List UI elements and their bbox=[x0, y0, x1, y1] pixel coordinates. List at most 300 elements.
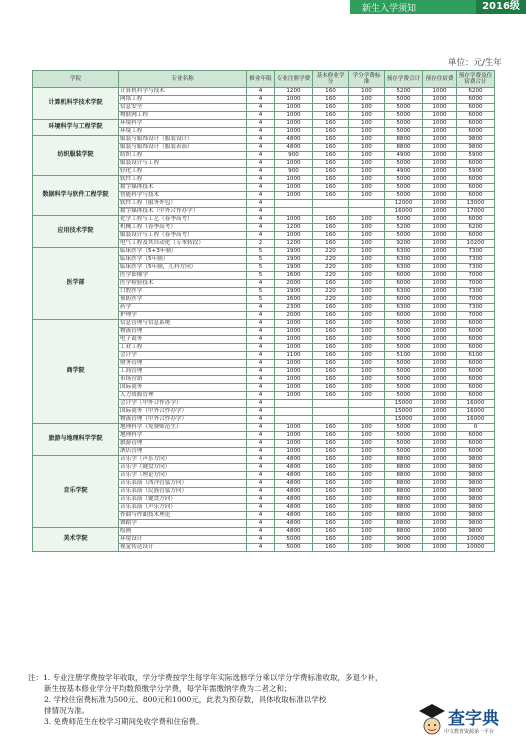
value-cell: 4800 bbox=[275, 496, 313, 504]
value-cell: 4 bbox=[247, 536, 275, 544]
college-cell: 旅游与地理科学学院 bbox=[33, 424, 119, 456]
value-cell: 100 bbox=[349, 256, 385, 264]
value-cell: 4 bbox=[247, 208, 275, 216]
table-body bbox=[33, 88, 495, 552]
major-cell: 轻化工程 bbox=[119, 168, 247, 176]
value-cell: 6000 bbox=[457, 128, 495, 136]
header-cell: 专业名称 bbox=[119, 71, 247, 88]
value-cell: 8800 bbox=[385, 464, 423, 472]
value-cell: 7300 bbox=[457, 248, 495, 256]
value-cell bbox=[349, 200, 385, 208]
value-cell: 160 bbox=[313, 160, 349, 168]
value-cell: 4 bbox=[247, 480, 275, 488]
value-cell: 6000 bbox=[457, 96, 495, 104]
major-cell: 电气工程及其自动化（专本转段） bbox=[119, 240, 247, 248]
value-cell: 4 bbox=[247, 392, 275, 400]
value-cell: 0 bbox=[457, 424, 495, 432]
value-cell: 1000 bbox=[423, 320, 457, 328]
value-cell: 10000 bbox=[457, 536, 495, 544]
value-cell: 4 bbox=[247, 216, 275, 224]
value-cell: 220 bbox=[313, 248, 349, 256]
value-cell: 7000 bbox=[457, 312, 495, 320]
major-cell: 计算机科学与技术 bbox=[119, 88, 247, 96]
major-cell: 机械工程（春季高考） bbox=[119, 224, 247, 232]
value-cell: 5000 bbox=[385, 440, 423, 448]
value-cell: 4 bbox=[247, 488, 275, 496]
value-cell: 160 bbox=[313, 104, 349, 112]
value-cell: 1000 bbox=[423, 496, 457, 504]
value-cell: 6000 bbox=[457, 336, 495, 344]
value-cell: 1000 bbox=[275, 216, 313, 224]
value-cell: 9800 bbox=[457, 136, 495, 144]
value-cell: 100 bbox=[349, 192, 385, 200]
value-cell: 7300 bbox=[457, 288, 495, 296]
note-line: 3. 免费师范生在校学习期间免收学费和住宿费。 bbox=[44, 717, 204, 726]
major-cell: 软件工程 bbox=[119, 176, 247, 184]
value-cell: 6000 bbox=[457, 216, 495, 224]
value-cell: 9000 bbox=[385, 544, 423, 552]
value-cell: 1100 bbox=[275, 352, 313, 360]
value-cell: 9800 bbox=[457, 488, 495, 496]
value-cell: 100 bbox=[349, 496, 385, 504]
value-cell: 1000 bbox=[275, 440, 313, 448]
value-cell: 1000 bbox=[423, 528, 457, 536]
value-cell: 4 bbox=[247, 496, 275, 504]
value-cell: 1000 bbox=[423, 144, 457, 152]
value-cell: 4 bbox=[247, 448, 275, 456]
value-cell: 1000 bbox=[423, 440, 457, 448]
value-cell: 6300 bbox=[385, 248, 423, 256]
value-cell: 1000 bbox=[275, 184, 313, 192]
value-cell: 6000 bbox=[457, 232, 495, 240]
value-cell: 5000 bbox=[385, 448, 423, 456]
value-cell: 1000 bbox=[423, 272, 457, 280]
college-cell: 美术学院 bbox=[33, 528, 119, 552]
value-cell: 5 bbox=[247, 256, 275, 264]
value-cell: 160 bbox=[313, 432, 349, 440]
major-cell: 口腔医学 bbox=[119, 288, 247, 296]
value-cell: 1000 bbox=[423, 224, 457, 232]
value-cell: 5200 bbox=[385, 224, 423, 232]
value-cell: 1000 bbox=[423, 232, 457, 240]
value-cell: 100 bbox=[349, 104, 385, 112]
value-cell: 5000 bbox=[385, 128, 423, 136]
value-cell: 4 bbox=[247, 464, 275, 472]
value-cell: 100 bbox=[349, 384, 385, 392]
table-row bbox=[33, 176, 495, 184]
value-cell: 9800 bbox=[457, 144, 495, 152]
value-cell: 1600 bbox=[275, 272, 313, 280]
value-cell: 6000 bbox=[457, 192, 495, 200]
value-cell: 4 bbox=[247, 432, 275, 440]
table-row bbox=[33, 120, 495, 128]
value-cell: 9800 bbox=[457, 456, 495, 464]
value-cell: 4800 bbox=[275, 472, 313, 480]
value-cell: 6000 bbox=[457, 344, 495, 352]
value-cell: 8800 bbox=[385, 488, 423, 496]
value-cell: 9800 bbox=[457, 464, 495, 472]
value-cell: 100 bbox=[349, 464, 385, 472]
table-header-row bbox=[33, 71, 495, 88]
value-cell: 900 bbox=[275, 152, 313, 160]
value-cell: 10200 bbox=[457, 240, 495, 248]
value-cell: 1000 bbox=[423, 424, 457, 432]
value-cell: 5900 bbox=[457, 152, 495, 160]
value-cell: 1000 bbox=[423, 104, 457, 112]
value-cell: 1000 bbox=[275, 96, 313, 104]
value-cell: 1000 bbox=[423, 480, 457, 488]
note-line: 排情况为准。 bbox=[44, 706, 89, 715]
header-cell: 学院 bbox=[33, 71, 119, 88]
value-cell: 100 bbox=[349, 184, 385, 192]
value-cell: 1000 bbox=[275, 320, 313, 328]
value-cell bbox=[349, 416, 385, 424]
value-cell: 160 bbox=[313, 112, 349, 120]
major-cell: 旅游管理 bbox=[119, 440, 247, 448]
value-cell: 1000 bbox=[423, 296, 457, 304]
value-cell: 1000 bbox=[423, 264, 457, 272]
value-cell: 5000 bbox=[385, 432, 423, 440]
value-cell: 1900 bbox=[275, 256, 313, 264]
value-cell: 160 bbox=[313, 376, 349, 384]
value-cell: 1000 bbox=[423, 408, 457, 416]
fee-table-wrap bbox=[32, 70, 494, 552]
value-cell: 4 bbox=[247, 304, 275, 312]
value-cell: 160 bbox=[313, 168, 349, 176]
value-cell: 100 bbox=[349, 376, 385, 384]
value-cell: 1000 bbox=[423, 328, 457, 336]
value-cell: 1000 bbox=[423, 216, 457, 224]
value-cell: 1000 bbox=[423, 400, 457, 408]
note-line: 2. 学校住宿费标准为500元、800元和1000元，此表为预存数，具体收取标准以学校 bbox=[44, 695, 327, 704]
value-cell: 100 bbox=[349, 536, 385, 544]
major-cell: 纺织工程 bbox=[119, 152, 247, 160]
value-cell bbox=[275, 208, 313, 216]
major-cell: 物联网工程 bbox=[119, 112, 247, 120]
value-cell: 15000 bbox=[385, 416, 423, 424]
value-cell: 100 bbox=[349, 240, 385, 248]
major-cell: 医学检验技术 bbox=[119, 280, 247, 288]
value-cell: 6000 bbox=[457, 368, 495, 376]
value-cell: 7300 bbox=[457, 304, 495, 312]
value-cell: 1000 bbox=[423, 344, 457, 352]
value-cell: 6000 bbox=[457, 360, 495, 368]
graduate-cap-icon bbox=[418, 702, 446, 738]
value-cell: 17000 bbox=[457, 208, 495, 216]
value-cell bbox=[275, 200, 313, 208]
college-cell: 音乐学院 bbox=[33, 456, 119, 528]
major-cell: 会计学 bbox=[119, 352, 247, 360]
value-cell: 100 bbox=[349, 472, 385, 480]
value-cell: 1000 bbox=[423, 120, 457, 128]
value-cell: 100 bbox=[349, 152, 385, 160]
major-cell: 服装与服饰设计（服装设计） bbox=[119, 136, 247, 144]
value-cell: 6000 bbox=[385, 296, 423, 304]
value-cell: 4 bbox=[247, 128, 275, 136]
value-cell: 4800 bbox=[275, 480, 313, 488]
value-cell: 220 bbox=[313, 296, 349, 304]
value-cell: 100 bbox=[349, 368, 385, 376]
value-cell: 1000 bbox=[275, 368, 313, 376]
value-cell: 4 bbox=[247, 136, 275, 144]
value-cell: 100 bbox=[349, 392, 385, 400]
value-cell: 4 bbox=[247, 344, 275, 352]
banner-title: 新生入学须知 bbox=[362, 4, 417, 14]
value-cell: 8800 bbox=[385, 496, 423, 504]
value-cell: 100 bbox=[349, 480, 385, 488]
value-cell: 1000 bbox=[275, 104, 313, 112]
value-cell: 160 bbox=[313, 232, 349, 240]
major-cell: 音乐表演（声乐方向） bbox=[119, 504, 247, 512]
value-cell: 100 bbox=[349, 344, 385, 352]
value-cell: 160 bbox=[313, 96, 349, 104]
value-cell bbox=[275, 416, 313, 424]
college-cell: 纺织服装学院 bbox=[33, 136, 119, 176]
value-cell: 160 bbox=[313, 152, 349, 160]
value-cell: 160 bbox=[313, 328, 349, 336]
value-cell: 5000 bbox=[385, 232, 423, 240]
value-cell: 4 bbox=[247, 312, 275, 320]
college-cell: 环境科学与工程学院 bbox=[33, 120, 119, 136]
major-cell: 信息安全 bbox=[119, 104, 247, 112]
value-cell: 4 bbox=[247, 280, 275, 288]
value-cell: 160 bbox=[313, 320, 349, 328]
major-cell: 作曲与作曲技术理论 bbox=[119, 512, 247, 520]
value-cell: 4 bbox=[247, 168, 275, 176]
value-cell: 9800 bbox=[457, 512, 495, 520]
value-cell: 5000 bbox=[385, 176, 423, 184]
major-cell: 地理科学（免费师范生） bbox=[119, 424, 247, 432]
value-cell: 16000 bbox=[385, 208, 423, 216]
value-cell: 8800 bbox=[385, 472, 423, 480]
value-cell: 160 bbox=[313, 544, 349, 552]
value-cell: 1000 bbox=[423, 240, 457, 248]
table-row bbox=[33, 528, 495, 536]
value-cell: 1000 bbox=[275, 128, 313, 136]
value-cell: 4 bbox=[247, 328, 275, 336]
value-cell: 1000 bbox=[275, 376, 313, 384]
value-cell: 1000 bbox=[275, 424, 313, 432]
major-cell: 舞蹈学 bbox=[119, 520, 247, 528]
value-cell: 1000 bbox=[423, 128, 457, 136]
value-cell: 1000 bbox=[423, 176, 457, 184]
value-cell: 15000 bbox=[385, 408, 423, 416]
value-cell: 1000 bbox=[275, 392, 313, 400]
value-cell: 100 bbox=[349, 96, 385, 104]
major-cell: 智能科学与技术 bbox=[119, 192, 247, 200]
value-cell: 6000 bbox=[457, 440, 495, 448]
value-cell: 5000 bbox=[275, 536, 313, 544]
value-cell: 4800 bbox=[275, 144, 313, 152]
value-cell: 100 bbox=[349, 280, 385, 288]
value-cell: 4 bbox=[247, 352, 275, 360]
value-cell: 4 bbox=[247, 336, 275, 344]
value-cell: 160 bbox=[313, 120, 349, 128]
header-cell: 预存学费及住宿费合计 bbox=[457, 71, 495, 88]
value-cell: 4 bbox=[247, 520, 275, 528]
value-cell: 100 bbox=[349, 168, 385, 176]
value-cell: 15000 bbox=[385, 400, 423, 408]
note-line: 新生按基本修业学分平均数预缴学分学费，每学年需缴纳学费为二者之和； bbox=[44, 684, 292, 693]
value-cell: 1000 bbox=[423, 352, 457, 360]
value-cell bbox=[349, 400, 385, 408]
value-cell: 5000 bbox=[385, 392, 423, 400]
table-row bbox=[33, 424, 495, 432]
value-cell: 1000 bbox=[275, 112, 313, 120]
major-cell: 环境设计 bbox=[119, 536, 247, 544]
value-cell: 100 bbox=[349, 520, 385, 528]
value-cell: 6300 bbox=[385, 264, 423, 272]
value-cell: 1000 bbox=[275, 336, 313, 344]
value-cell: 160 bbox=[313, 392, 349, 400]
value-cell: 160 bbox=[313, 216, 349, 224]
value-cell: 1000 bbox=[423, 280, 457, 288]
value-cell: 5000 bbox=[385, 96, 423, 104]
college-cell: 医学部 bbox=[33, 248, 119, 320]
value-cell: 5 bbox=[247, 272, 275, 280]
value-cell: 160 bbox=[313, 496, 349, 504]
major-cell: 电子商务 bbox=[119, 336, 247, 344]
value-cell: 4 bbox=[247, 176, 275, 184]
value-cell: 8800 bbox=[385, 456, 423, 464]
value-cell: 100 bbox=[349, 304, 385, 312]
value-cell: 4 bbox=[247, 160, 275, 168]
table-row bbox=[33, 88, 495, 96]
value-cell: 4 bbox=[247, 408, 275, 416]
value-cell: 160 bbox=[313, 128, 349, 136]
value-cell: 8800 bbox=[385, 136, 423, 144]
major-cell: 人力资源管理 bbox=[119, 392, 247, 400]
value-cell: 1000 bbox=[423, 448, 457, 456]
major-cell: 物流管理（中外合作办学） bbox=[119, 416, 247, 424]
major-cell: 酒店管理 bbox=[119, 448, 247, 456]
value-cell: 1000 bbox=[423, 312, 457, 320]
value-cell: 1900 bbox=[275, 248, 313, 256]
value-cell bbox=[313, 416, 349, 424]
value-cell: 5000 bbox=[385, 120, 423, 128]
value-cell: 4800 bbox=[275, 464, 313, 472]
value-cell: 12000 bbox=[385, 200, 423, 208]
value-cell: 5 bbox=[247, 248, 275, 256]
value-cell: 6300 bbox=[385, 256, 423, 264]
value-cell: 1000 bbox=[423, 336, 457, 344]
value-cell: 9800 bbox=[457, 528, 495, 536]
value-cell: 100 bbox=[349, 232, 385, 240]
value-cell: 2000 bbox=[275, 280, 313, 288]
value-cell: 1000 bbox=[275, 328, 313, 336]
value-cell: 100 bbox=[349, 504, 385, 512]
value-cell: 10000 bbox=[457, 544, 495, 552]
value-cell: 160 bbox=[313, 304, 349, 312]
value-cell: 5000 bbox=[385, 216, 423, 224]
value-cell bbox=[313, 400, 349, 408]
value-cell: 900 bbox=[275, 168, 313, 176]
value-cell: 5000 bbox=[385, 104, 423, 112]
value-cell: 9800 bbox=[457, 504, 495, 512]
value-cell: 1200 bbox=[275, 240, 313, 248]
value-cell: 4 bbox=[247, 456, 275, 464]
value-cell: 5000 bbox=[385, 160, 423, 168]
value-cell: 5000 bbox=[385, 384, 423, 392]
value-cell: 9800 bbox=[457, 472, 495, 480]
value-cell: 6000 bbox=[385, 312, 423, 320]
value-cell: 160 bbox=[313, 448, 349, 456]
value-cell: 100 bbox=[349, 328, 385, 336]
value-cell: 1000 bbox=[275, 432, 313, 440]
value-cell: 100 bbox=[349, 248, 385, 256]
value-cell: 4800 bbox=[275, 528, 313, 536]
value-cell: 1000 bbox=[423, 544, 457, 552]
value-cell: 160 bbox=[313, 384, 349, 392]
value-cell: 2 bbox=[247, 240, 275, 248]
value-cell: 160 bbox=[313, 472, 349, 480]
value-cell: 2300 bbox=[275, 304, 313, 312]
major-cell: 服装与服饰设计（服装表演） bbox=[119, 144, 247, 152]
value-cell: 100 bbox=[349, 224, 385, 232]
major-cell: 音乐学（键盘方向） bbox=[119, 464, 247, 472]
major-cell: 音乐学（理论方向） bbox=[119, 472, 247, 480]
value-cell: 4800 bbox=[275, 512, 313, 520]
value-cell bbox=[313, 408, 349, 416]
value-cell: 6000 bbox=[385, 272, 423, 280]
banner-year: 2016级 bbox=[476, 0, 526, 14]
major-cell: 药学 bbox=[119, 304, 247, 312]
value-cell: 16000 bbox=[457, 400, 495, 408]
value-cell: 4 bbox=[247, 232, 275, 240]
value-cell: 160 bbox=[313, 440, 349, 448]
value-cell: 6000 bbox=[457, 376, 495, 384]
value-cell: 100 bbox=[349, 312, 385, 320]
value-cell bbox=[349, 208, 385, 216]
value-cell: 7000 bbox=[457, 296, 495, 304]
value-cell: 8800 bbox=[385, 504, 423, 512]
value-cell: 1000 bbox=[423, 376, 457, 384]
value-cell: 4 bbox=[247, 96, 275, 104]
top-banner bbox=[350, 0, 526, 14]
value-cell: 100 bbox=[349, 136, 385, 144]
value-cell: 6000 bbox=[457, 384, 495, 392]
value-cell bbox=[275, 408, 313, 416]
value-cell: 160 bbox=[313, 464, 349, 472]
major-cell: 网络工程 bbox=[119, 96, 247, 104]
value-cell: 160 bbox=[313, 536, 349, 544]
watermark-title: 查字典 bbox=[448, 709, 499, 729]
value-cell: 1000 bbox=[275, 384, 313, 392]
value-cell: 100 bbox=[349, 336, 385, 344]
watermark-subtitle: 中文教育资源第一平台 bbox=[444, 729, 495, 735]
value-cell: 6200 bbox=[457, 88, 495, 96]
major-cell: 物流管理 bbox=[119, 328, 247, 336]
header-cell: 修业年限 bbox=[247, 71, 275, 88]
value-cell: 5200 bbox=[385, 88, 423, 96]
watermark-logo bbox=[418, 700, 518, 744]
unit-label: 单位：元/生年 bbox=[448, 58, 502, 68]
value-cell: 1000 bbox=[275, 120, 313, 128]
major-cell: 地理科学 bbox=[119, 432, 247, 440]
major-cell: 化学工程与工艺（春季高考） bbox=[119, 216, 247, 224]
value-cell: 4900 bbox=[385, 168, 423, 176]
value-cell: 4 bbox=[247, 152, 275, 160]
major-cell: 临床医学（5年制，儿科方向） bbox=[119, 264, 247, 272]
value-cell: 5 bbox=[247, 296, 275, 304]
value-cell: 100 bbox=[349, 216, 385, 224]
value-cell: 1000 bbox=[423, 392, 457, 400]
value-cell: 7300 bbox=[457, 264, 495, 272]
major-cell: 工业工程 bbox=[119, 344, 247, 352]
value-cell: 160 bbox=[313, 456, 349, 464]
header-cell: 学分学费标准 bbox=[349, 71, 385, 88]
value-cell: 160 bbox=[313, 480, 349, 488]
